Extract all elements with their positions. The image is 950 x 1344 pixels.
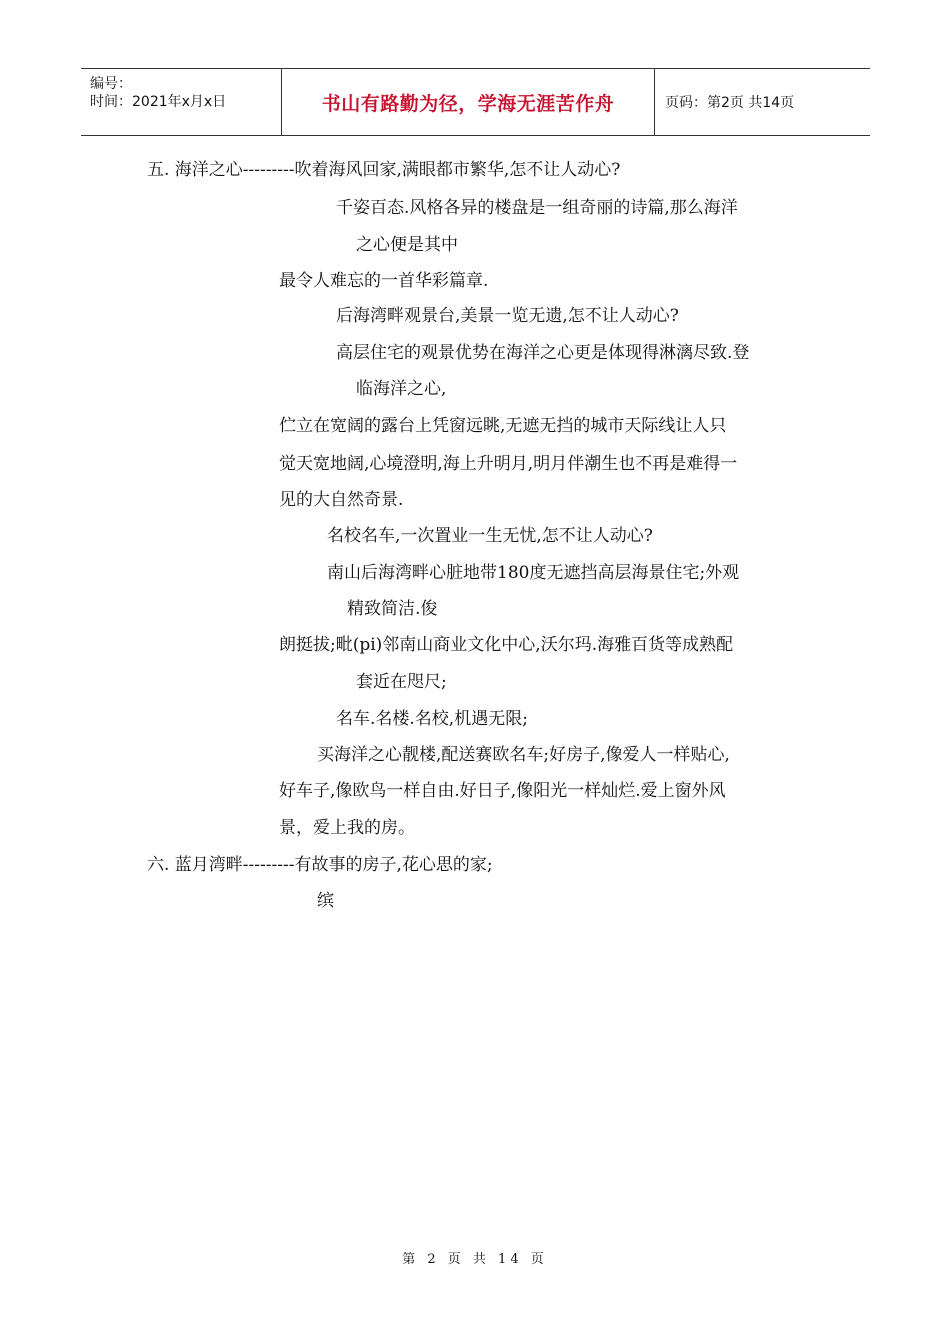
paragraph-line: 精致简洁.俊 (347, 599, 438, 619)
paragraph-line: 伫立在宽阔的露台上凭窗远眺,无遮无挡的城市天际线让人只 (279, 416, 727, 436)
header-meta-cell (81, 69, 282, 135)
document-number-label: 编号： (90, 76, 132, 92)
paragraph-line: 南山后海湾畔心脏地带180度无遮挡高层海景住宅;外观 (327, 563, 740, 583)
paragraph-line: 好车子,像欧鸟一样自由.好日子,像阳光一样灿烂.爱上窗外风 (279, 781, 726, 801)
header-page-info: 页码：第2页 共14页 (665, 95, 795, 111)
section-heading-five: 五. 海洋之心---------吹着海风回家,满眼都市繁华,怎不让人动心? (147, 160, 621, 180)
paragraph-line: 后海湾畔观景台,美景一览无遗,怎不让人动心? (336, 306, 679, 326)
document-time-label: 时间：2021年x月x日 (90, 94, 227, 110)
paragraph-line: 买海洋之心靓楼,配送赛欧名车;好房子,像爱人一样贴心, (317, 745, 730, 765)
paragraph-line: 最令人难忘的一首华彩篇章. (279, 271, 489, 291)
section-heading-six: 六. 蓝月湾畔---------有故事的房子,花心思的家; (147, 855, 493, 875)
paragraph-line: 朗挺拔;毗(pi)邻南山商业文化中心,沃尔玛.海雅百货等成熟配 (279, 635, 734, 655)
paragraph-line: 觉天宽地阔,心境澄明,海上升明月,明月伴潮生也不再是难得一 (279, 454, 738, 474)
document-header (81, 68, 870, 136)
paragraph-line: 缤 (317, 891, 334, 911)
paragraph-line: 千姿百态.风格各异的楼盘是一组奇丽的诗篇,那么海洋 (336, 198, 738, 218)
paragraph-line: 临海洋之心, (356, 379, 447, 399)
header-page-cell (655, 69, 870, 135)
page-footer: 第 2 页 共 14 页 (402, 1252, 548, 1267)
paragraph-line: 名车.名楼.名校,机遇无限; (336, 709, 528, 729)
paragraph-line: 见的大自然奇景. (279, 490, 404, 510)
paragraph-line: 高层住宅的观景优势在海洋之心更是体现得淋漓尽致.登 (336, 343, 750, 363)
paragraph-line: 之心便是其中 (356, 235, 458, 255)
paragraph-line: 景，爱上我的房。 (279, 818, 415, 838)
paragraph-line: 套近在咫尺; (356, 672, 447, 692)
paragraph-line: 名校名车,一次置业一生无忧,怎不让人动心? (327, 526, 653, 546)
motto-text: 书山有路勤为径，学海无涯苦作舟 (321, 92, 615, 115)
header-motto-cell (282, 69, 655, 135)
